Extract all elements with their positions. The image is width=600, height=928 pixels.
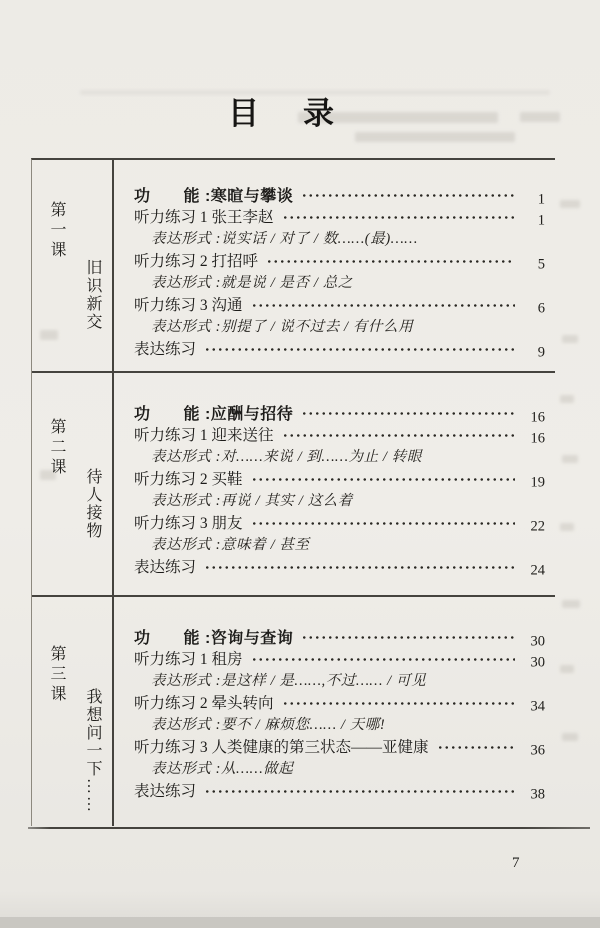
- lesson-block-1: [32, 160, 555, 373]
- entry-label: 听力练习 3 人类健康的第三状态——亚健康: [134, 739, 429, 756]
- table-bottom-rule: [28, 827, 590, 829]
- lesson-entries: [114, 597, 555, 826]
- lesson-number-cell: [32, 373, 114, 595]
- entry-label: 听力练习 2 打招呼: [134, 253, 259, 270]
- dot-leader: [251, 467, 515, 489]
- bleed-through-smudge: [560, 665, 574, 673]
- bleed-through-smudge: [560, 395, 574, 403]
- toc-listening-row: [134, 293, 545, 315]
- toc-listening-row: [134, 423, 545, 445]
- lesson-entries: [114, 373, 555, 595]
- toc-listening-row: [134, 647, 545, 669]
- entry-label: 听力练习 2 晕头转向: [134, 695, 274, 712]
- bleed-through-smudge: [562, 600, 580, 608]
- lesson-entries: [114, 160, 555, 371]
- toc-function-row: [134, 401, 545, 426]
- toc-listening-row: [134, 691, 545, 713]
- lesson-title: 我想问一下……: [84, 688, 101, 814]
- entry-label: 表达形式 :再说 / 其实 / 这么着: [151, 493, 353, 509]
- toc-form-row: [134, 489, 545, 511]
- bleed-through-smudge: [562, 733, 578, 741]
- entry-page: 16: [530, 430, 545, 447]
- page-edge-shadow: [0, 917, 600, 928]
- entry-page: 24: [530, 562, 545, 579]
- entry-label: 听力练习 3 朋友: [134, 515, 243, 532]
- dot-leader: [204, 337, 515, 359]
- lesson-number: 第三课: [48, 645, 65, 705]
- toc-function-row: [134, 183, 545, 208]
- bleed-through-smudge: [355, 132, 515, 142]
- entry-label: 听力练习 1 迎来送往: [134, 427, 274, 444]
- entry-label: 表达形式 :是这样 / 是……,不过…… / 可见: [151, 673, 427, 689]
- dot-leader: [251, 293, 515, 315]
- lesson-title: 待人接物: [84, 468, 101, 540]
- toc-form-row: [134, 315, 545, 337]
- entry-label: 表达形式 :意味着 / 甚至: [151, 537, 310, 553]
- entry-label: 功 能 :应酬与招待: [134, 406, 294, 423]
- entry-page: 16: [530, 409, 545, 426]
- dot-leader: [282, 691, 515, 713]
- dot-leader: [204, 555, 515, 577]
- page-title: 目录: [228, 96, 378, 131]
- bleed-through-smudge: [562, 335, 578, 343]
- dot-leader: [204, 779, 515, 801]
- entry-label: 表达形式 :就是说 / 是否 / 总之: [151, 275, 353, 291]
- entry-page: 6: [537, 300, 545, 317]
- entry-page: 19: [530, 474, 545, 491]
- entry-label: 听力练习 1 租房: [134, 651, 243, 668]
- entry-label: 听力练习 2 买鞋: [134, 471, 243, 488]
- lesson-number: 第二课: [48, 418, 65, 478]
- entry-page: 9: [537, 344, 545, 361]
- entry-page: 30: [530, 633, 545, 650]
- toc-form-row: [134, 271, 545, 293]
- dot-leader: [301, 625, 515, 647]
- table-of-contents: [31, 158, 555, 826]
- lesson-number-cell: [32, 597, 114, 826]
- entry-page: 38: [530, 786, 545, 803]
- toc-listening-row: [134, 467, 545, 489]
- toc-listening-row: [134, 511, 545, 533]
- entry-label: 功 能 :咨询与查询: [134, 630, 294, 647]
- entry-label: 表达形式 :要不 / 麻烦您…… / 天哪!: [151, 717, 386, 733]
- dot-leader: [282, 423, 515, 445]
- dot-leader: [251, 647, 515, 669]
- toc-practice-row: [134, 337, 545, 359]
- entry-label: 表达形式 :从……做起: [151, 761, 294, 777]
- toc-practice-row: [134, 555, 545, 577]
- entry-page: 36: [530, 742, 545, 759]
- entry-page: 1: [537, 191, 545, 208]
- dot-leader: [251, 511, 515, 533]
- toc-practice-row: [134, 779, 545, 801]
- entry-page: 1: [537, 212, 545, 229]
- page-number: 7: [512, 855, 520, 871]
- entry-label: 表达练习: [134, 341, 197, 358]
- toc-listening-row: [134, 735, 545, 757]
- toc-form-row: [134, 533, 545, 555]
- entry-label: 表达练习: [134, 559, 197, 576]
- lesson-block-2: [32, 373, 555, 597]
- entry-label: 表达形式 :对……来说 / 到……为止 / 转眼: [151, 449, 422, 465]
- dot-leader: [301, 183, 515, 205]
- entry-page: 34: [530, 698, 545, 715]
- lesson-block-3: [32, 597, 555, 826]
- toc-form-row: [134, 227, 545, 249]
- toc-form-row: [134, 757, 545, 779]
- toc-form-row: [134, 713, 545, 735]
- dot-leader: [437, 735, 515, 757]
- entry-label: 表达形式 :说实话 / 对了 / 数……(最)……: [151, 231, 418, 247]
- lesson-title: 旧识新交: [84, 259, 101, 331]
- entry-label: 听力练习 1 张王李赵: [134, 209, 274, 226]
- dot-leader: [282, 205, 515, 227]
- toc-function-row: [134, 625, 545, 650]
- toc-listening-row: [134, 249, 545, 271]
- bleed-through-smudge: [520, 112, 560, 122]
- entry-page: 5: [537, 256, 545, 273]
- entry-label: 功 能 :寒暄与攀谈: [134, 188, 294, 205]
- dot-leader: [301, 401, 515, 423]
- lesson-number-cell: [32, 160, 114, 371]
- toc-listening-row: [134, 205, 545, 227]
- entry-label: 表达形式 :别提了 / 说不过去 / 有什么用: [151, 319, 414, 335]
- entry-page: 22: [530, 518, 545, 535]
- entry-page: 30: [530, 654, 545, 671]
- entry-label: 听力练习 3 沟通: [134, 297, 243, 314]
- entry-label: 表达练习: [134, 783, 197, 800]
- toc-form-row: [134, 445, 545, 467]
- bleed-through-smudge: [562, 455, 578, 463]
- dot-leader: [266, 249, 515, 271]
- bleed-through-smudge: [560, 523, 574, 531]
- bleed-through-smudge: [560, 200, 580, 208]
- lesson-number: 第一课: [48, 201, 65, 261]
- toc-form-row: [134, 669, 545, 691]
